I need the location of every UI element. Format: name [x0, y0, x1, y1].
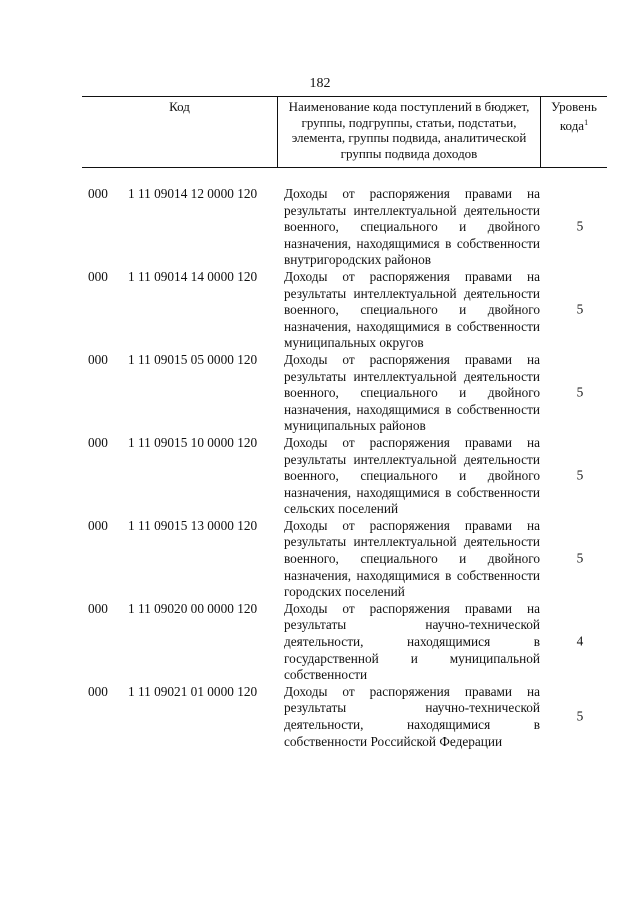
code-level: 4 — [576, 634, 584, 650]
revenue-code: 1 11 09014 14 0000 120 — [128, 268, 258, 284]
page-number: 182 — [309, 76, 331, 91]
header-level — [541, 97, 607, 167]
admin-code: 000 — [88, 351, 108, 367]
header-code: Код — [169, 99, 190, 114]
code-level: 5 — [576, 468, 584, 484]
revenue-name: Доходы от распоряжения правами на результаты интеллектуальной деятельности военного, специального и двойного назначения, находящимися в собственности городских поселений — [284, 517, 540, 600]
admin-code: 000 — [88, 268, 108, 284]
revenue-name: Доходы от распоряжения правами на результаты научно-технической деятельности, находящимися в собственности Российской Федерации — [284, 683, 540, 749]
code-level: 5 — [576, 219, 584, 235]
table-row — [0, 186, 640, 269]
revenue-name: Доходы от распоряжения правами на результаты интеллектуальной деятельности военного, специального и двойного назначения, находящимися в собственности внутригородских районов — [284, 186, 540, 268]
table-row — [0, 269, 640, 352]
table-row — [0, 601, 640, 684]
code-level: 5 — [576, 708, 584, 724]
revenue-code: 1 11 09021 01 0000 120 — [128, 683, 258, 699]
admin-code: 000 — [88, 434, 108, 450]
code-level: 5 — [576, 385, 584, 401]
revenue-code: 1 11 09015 13 0000 120 — [128, 517, 258, 533]
admin-code: 000 — [88, 600, 108, 616]
revenue-name: Доходы от распоряжения правами на результаты интеллектуальной деятельности военного, специального и двойного назначения, находящимися в собственности сельских поселений — [284, 434, 540, 517]
code-level: 5 — [576, 302, 584, 318]
code-level: 5 — [576, 551, 584, 567]
revenue-name: Доходы от распоряжения правами на результаты научно-технической деятельности, находящимися в государственной и муниципальной собственности — [284, 600, 540, 683]
admin-code: 000 — [88, 186, 108, 201]
header-name: Наименование кода поступлений в бюджет, группы, подгруппы, статьи, подстатьи, элемента, группы подвида, аналитической группы подвида доходов — [277, 97, 541, 167]
header-level-label: Уровень кода — [551, 99, 597, 133]
revenue-code: 1 11 09014 12 0000 120 — [128, 186, 258, 201]
table-body — [0, 186, 640, 750]
table-row — [0, 518, 640, 601]
admin-code: 000 — [88, 683, 108, 699]
admin-code: 000 — [88, 517, 108, 533]
revenue-name: Доходы от распоряжения правами на результаты интеллектуальной деятельности военного, специального и двойного назначения, находящимися в собственности муниципальных районов — [284, 351, 540, 434]
revenue-code: 1 11 09015 05 0000 120 — [128, 351, 258, 367]
table-row — [0, 684, 640, 750]
table-row — [0, 435, 640, 518]
table-row — [0, 352, 640, 435]
header-level-footnote: 1 — [584, 117, 589, 127]
revenue-code: 1 11 09015 10 0000 120 — [128, 434, 258, 450]
table-header — [82, 96, 607, 168]
revenue-name: Доходы от распоряжения правами на результаты интеллектуальной деятельности военного, специального и двойного назначения, находящимися в собственности муниципальных округов — [284, 268, 540, 351]
revenue-code: 1 11 09020 00 0000 120 — [128, 600, 258, 616]
